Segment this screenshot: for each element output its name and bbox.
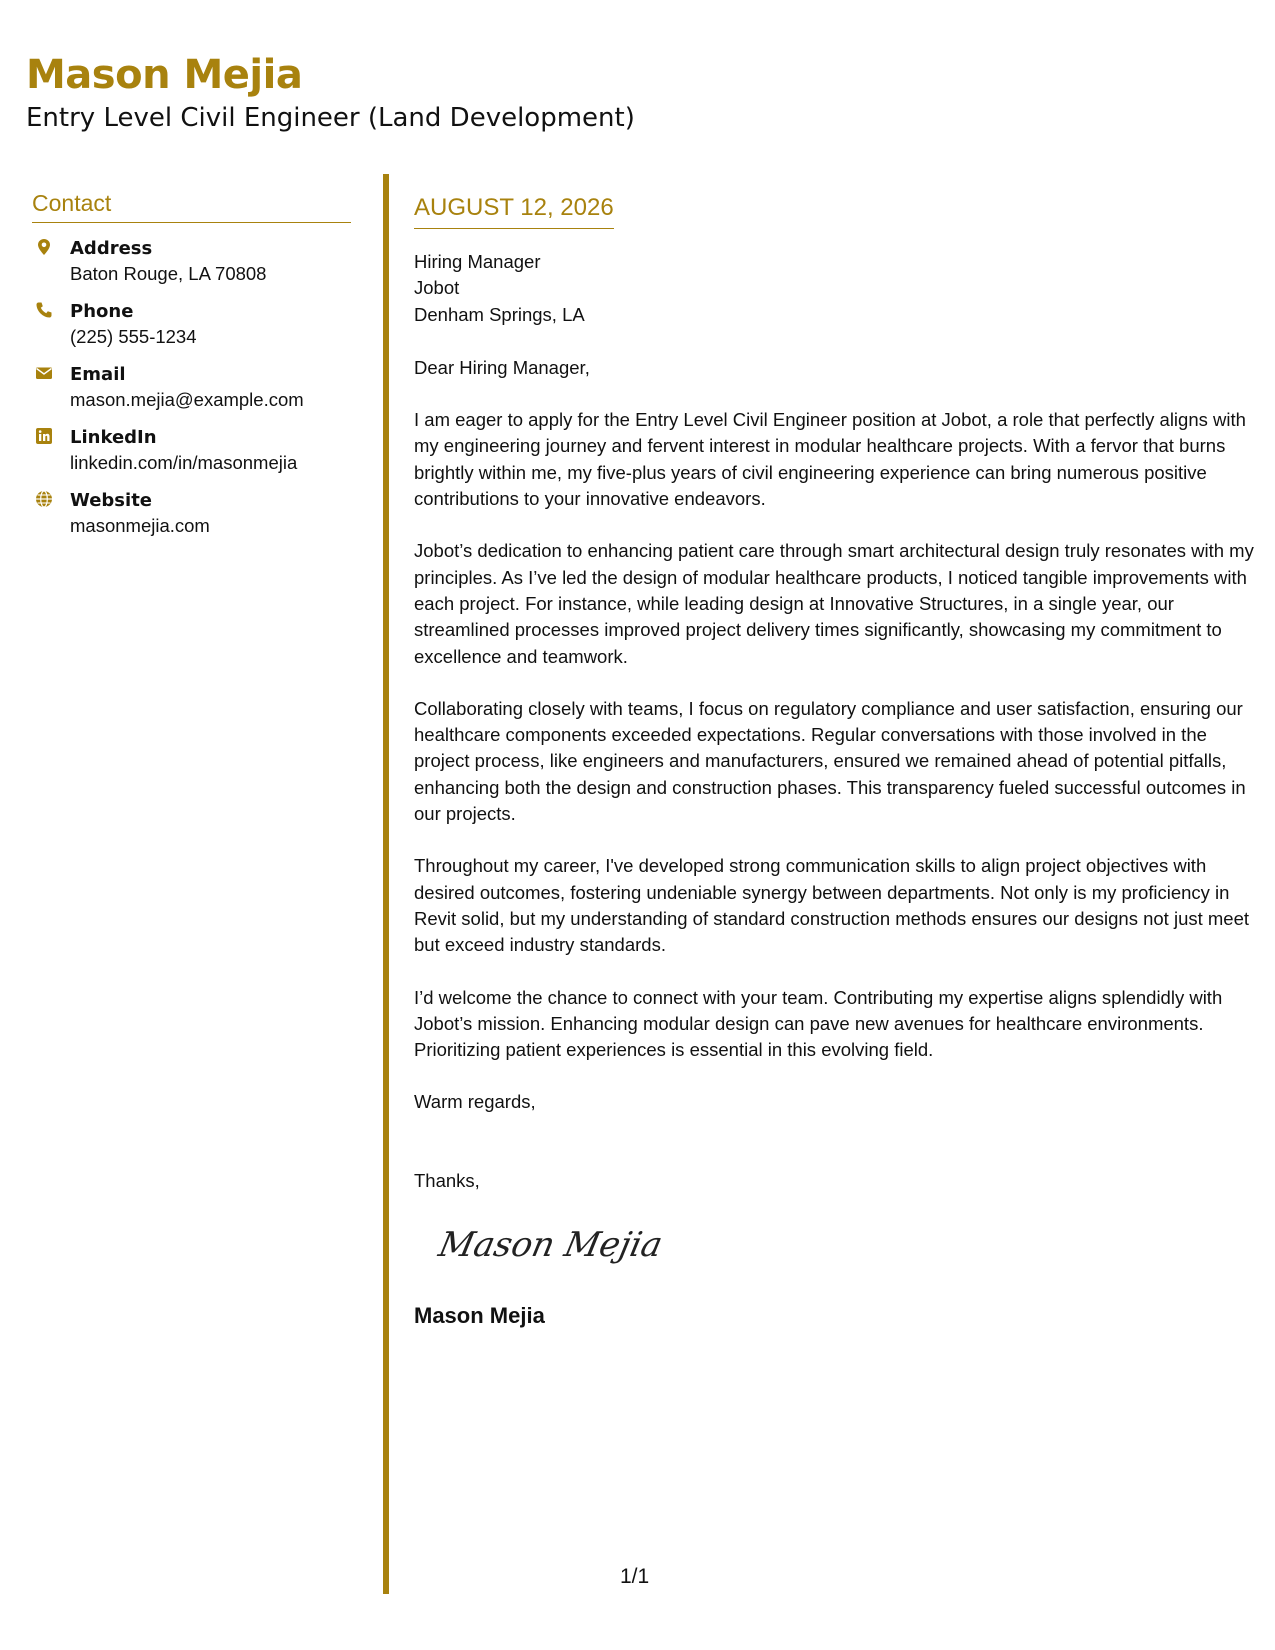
contact-item-address	[32, 237, 351, 300]
body-paragraph: Throughout my career, I've developed strong communication skills to align project objectives with desired outcomes, fostering undeniable synergy between departments. Not only is my proficiency in Revit solid, but my understanding of standard construction methods ensures our designs not just meet but exceed industry standards.	[414, 855, 1250, 956]
contact-list	[32, 237, 351, 552]
page-number: 1/1	[620, 1565, 650, 1588]
contact-label: Email	[70, 364, 126, 385]
closing: Warm regards,	[414, 1091, 536, 1113]
thanks-line: Thanks,	[414, 1169, 480, 1191]
contact-item-phone	[32, 300, 351, 363]
column-divider	[383, 174, 389, 1594]
contact-sidebar	[32, 188, 351, 552]
contact-value: masonmejia.com	[70, 515, 210, 536]
recipient-line: Denham Springs, LA	[414, 303, 585, 325]
contact-item-email	[32, 363, 351, 426]
recipient-line: Hiring Manager	[414, 251, 541, 272]
recipient-block	[414, 249, 1254, 328]
contact-label: Website	[70, 490, 153, 511]
signed-name: Mason Mejia	[414, 1303, 545, 1329]
contact-value: Baton Rouge, LA 70808	[70, 263, 267, 284]
phone-icon	[35, 301, 53, 319]
letter-body	[414, 192, 1254, 1331]
contact-label: LinkedIn	[70, 427, 157, 448]
map-pin-icon	[35, 238, 53, 256]
letter-header	[26, 48, 635, 134]
contact-label: Address	[70, 238, 153, 259]
linkedin-icon	[35, 427, 53, 445]
contact-heading: Contact	[32, 188, 351, 223]
contact-value: linkedin.com/in/masonmejia	[70, 452, 298, 473]
applicant-name: Mason Mejia	[26, 52, 303, 98]
handwritten-signature	[436, 1214, 666, 1274]
envelope-icon	[35, 364, 53, 382]
greeting: Dear Hiring Manager,	[414, 356, 590, 378]
body-paragraph: Jobot’s dedication to enhancing patient care through smart architectural design truly resonates with my principles. As I’ve led the design of modular healthcare products, I noticed tangible improvements with each project. For instance, while leading design at Innovative Structures, in a single year, our streamlined processes improved project delivery times significantly, showcasing my commitment to excellence and teamwork.	[414, 540, 1254, 667]
recipient-line: Jobot	[414, 277, 460, 299]
contact-label: Phone	[70, 301, 134, 322]
body-paragraph: Collaborating closely with teams, I focus on regulatory compliance and user satisfaction, ensuring our healthcare components exceeded expectations. Regular conversations with those involved in the project process, like engineers and manufacturers, ensured we remained ahead of potential pitfalls, enhancing both the design and construction phases. This transparency fueled successful outcomes in our projects.	[414, 697, 1246, 825]
body-paragraph: I’d welcome the chance to connect with your team. Contributing my expertise aligns splendidly with Jobot’s mission. Enhancing modular design can pave new avenues for healthcare environments. Prioritizing patient experiences is essential in this evolving field.	[414, 986, 1223, 1061]
contact-item-linkedin	[32, 426, 351, 489]
globe-icon	[35, 490, 53, 508]
contact-item-website	[32, 489, 351, 552]
applicant-title: Entry Level Civil Engineer (Land Development)	[26, 103, 635, 133]
body-paragraph: I am eager to apply for the Entry Level Civil Engineer position at Jobot, a role that perfectly aligns with my engineering journey and fervent interest in modular healthcare projects. With a fervor that burns brightly within me, my five-plus years of civil engineering experience can bring numerous positive contributions to your innovative endeavors.	[414, 409, 1246, 510]
contact-value: mason.mejia@example.com	[70, 389, 304, 410]
contact-value: (225) 555-1234	[70, 326, 197, 347]
svg-text:Mason Mejia: Mason Mejia	[436, 1225, 666, 1265]
letter-date: AUGUST 12, 2026	[414, 192, 614, 229]
